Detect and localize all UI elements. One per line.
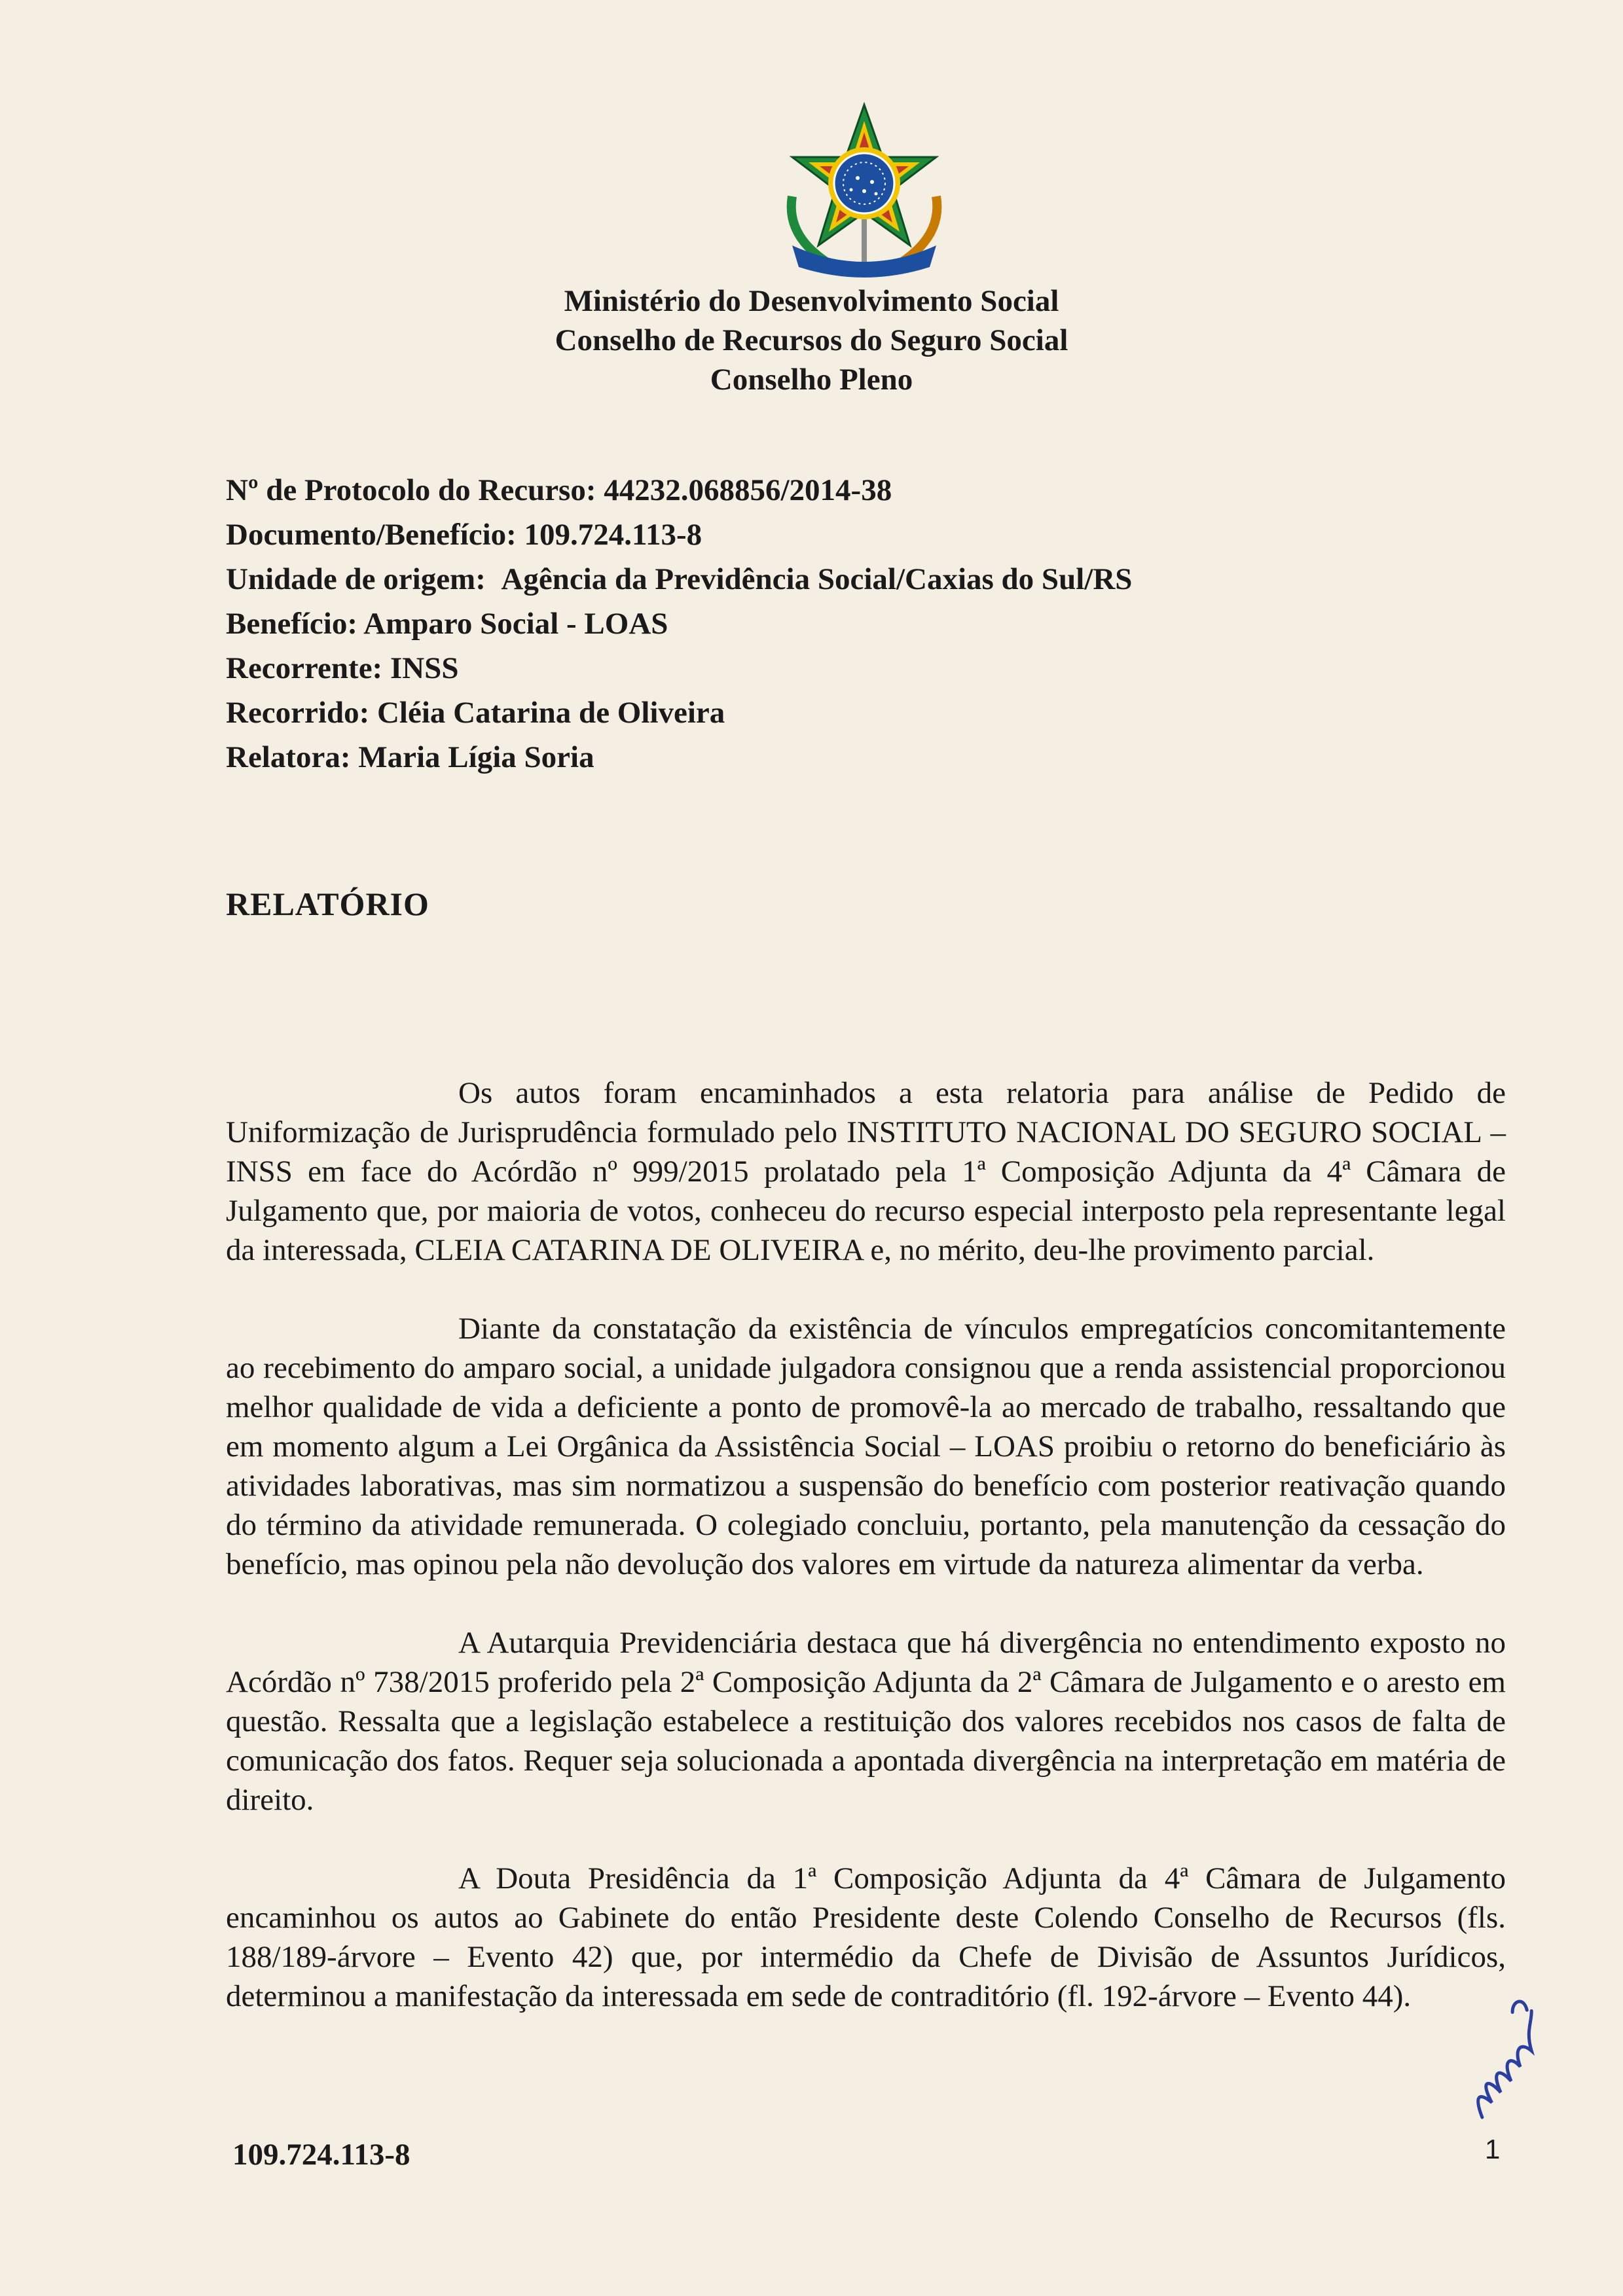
paragraph: Diante da constatação da existência de vínculos empregatícios concomitantemente ao recebimento do amparo social, a unidade julgadora consignou que a renda assistencial proporcionou melhor qualidade de vida a deficiente a ponto de promovê-la ao mercado de trabalho, ressaltando que em momento algum a Lei Orgânica da Assistência Social – LOAS proibiu o retorno do beneficiário às atividades laborativas, mas sim normatizou a suspensão do benefício com posterior reativação quando do término da atividade remunerada. O colegiado concluiu, portanto, pela manutenção da cessação do benefício, mas opinou pela não devolução dos valores em virtude da natureza alimentar da verba.	[226, 1312, 1506, 1581]
page-number: 1	[1485, 2134, 1501, 2164]
section-title: RELATÓRIO	[226, 886, 429, 922]
field-protocol: Nº de Protocolo do Recurso: 44232.068856/2014-38	[226, 473, 892, 507]
institution-header	[0, 281, 1623, 399]
header-plenary: Conselho Pleno	[710, 363, 913, 397]
field-benefit: Benefício: Amparo Social - LOAS	[226, 607, 668, 641]
report-body	[226, 1073, 1506, 2016]
field-appellee: Recorrido: Cléia Catarina de Oliveira	[226, 696, 725, 730]
handwritten-signature	[1437, 1990, 1568, 2121]
footer-document-number: 109.724.113-8	[232, 2138, 410, 2172]
field-appellant: Recorrente: INSS	[226, 651, 459, 685]
paragraph: A Douta Presidência da 1ª Composição Adjunta da 4ª Câmara de Julgamento encaminhou os autos ao Gabinete do então Presidente deste Colendo Conselho de Recursos (fls. 188/189-árvore – Evento 42) que, por intermédio da Chefe de Divisão de Assuntos Jurídicos, determinou a manifestação da interessada em sede de contraditório (fl. 192-árvore – Evento 44).	[226, 1861, 1506, 2013]
field-origin-unit: Unidade de origem: Agência da Previdência Social/Caxias do Sul/RS	[226, 562, 1133, 596]
case-fields	[226, 468, 1132, 780]
header-council: Conselho de Recursos do Seguro Social	[555, 323, 1068, 357]
paragraph: Os autos foram encaminhados a esta relatoria para análise de Pedido de Uniformização de Jurisprudência formulado pelo INSTITUTO NACIONAL DO SEGURO SOCIAL – INSS em face do Acórdão nº 999/2015 prolatado pela 1ª Composição Adjunta da 4ª Câmara de Julgamento que, por maioria de votos, conheceu do recurso especial interposto pela representante legal da interessada, CLEIA CATARINA DE OLIVEIRA e, no mérito, deu-lhe provimento parcial.	[226, 1076, 1506, 1267]
field-rapporteur: Relatora: Maria Lígia Soria	[226, 740, 594, 774]
field-document: Documento/Benefício: 109.724.113-8	[226, 518, 702, 552]
paragraph: A Autarquia Previdenciária destaca que há divergência no entendimento exposto no Acórdão nº 738/2015 proferido pela 2ª Composição Adjunta da 2ª Câmara de Julgamento e o aresto em questão. Ressalta que a legislação estabelece a restituição dos valores recebidos nos casos de falta de comunicação dos fatos. Requer seja solucionada a apontada divergência na interpretação em matéria de direito.	[226, 1626, 1506, 1817]
coat-of-arms-emblem	[766, 92, 962, 288]
header-ministry: Ministério do Desenvolvimento Social	[564, 284, 1059, 318]
